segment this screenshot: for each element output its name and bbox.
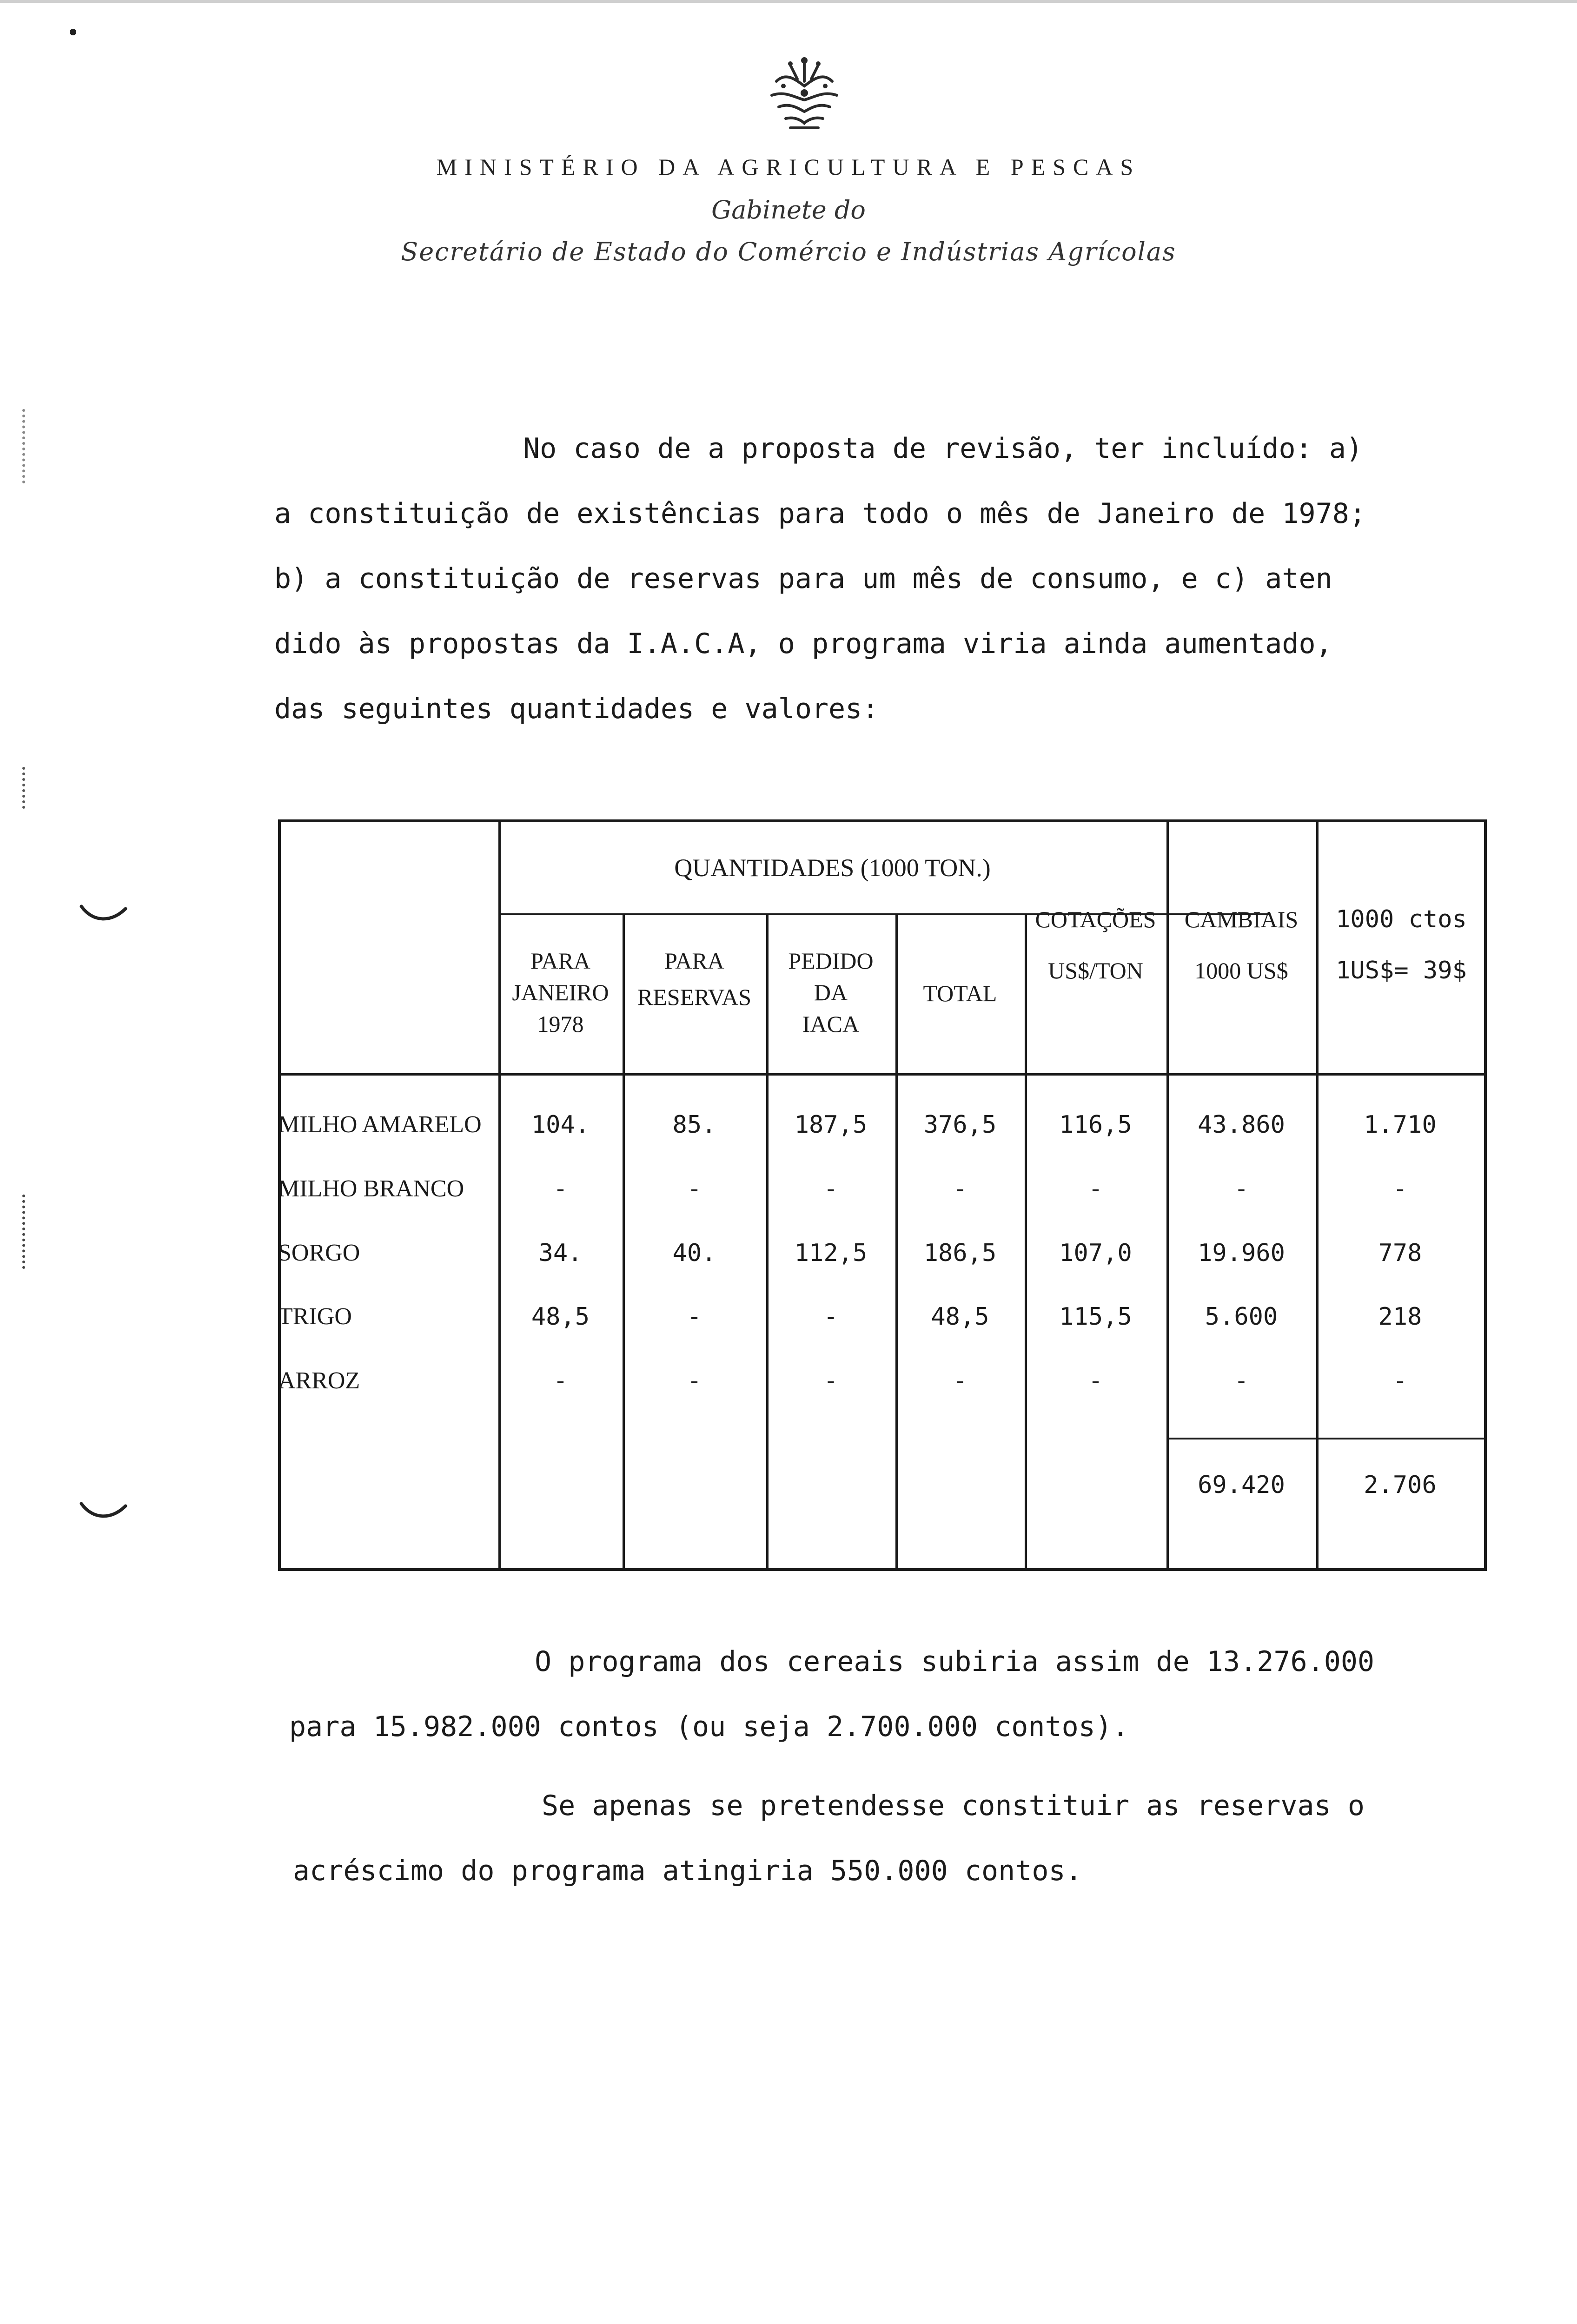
row-label: MILHO BRANCO <box>278 1175 464 1202</box>
secretary-line: Secretário de Estado do Comércio e Indústrias Agrícolas <box>401 237 1176 266</box>
header-para-janeiro: PARA JANEIRO 1978 <box>512 948 609 1037</box>
header-cotacoes: COTAÇÕES US$/TON <box>1035 906 1156 984</box>
cell-ctos: 778 <box>1378 1239 1422 1267</box>
cell-cambiais: 19.960 <box>1198 1239 1285 1267</box>
cell-total: 48,5 <box>931 1303 989 1331</box>
cell-cotacoes: 116,5 <box>1059 1111 1132 1139</box>
table-row <box>278 1303 1487 1368</box>
cell-para-reservas: 85. <box>672 1111 716 1139</box>
table-row <box>278 1239 1487 1304</box>
cell-total: 186,5 <box>923 1239 997 1267</box>
closing-line-1: O programa dos cereais subiria assim de 13.276.000 <box>535 1645 1375 1678</box>
row-label: ARROZ <box>278 1367 360 1394</box>
header-para-reservas: PARA RESERVAS <box>637 948 752 1010</box>
top-edge-line <box>0 0 1577 3</box>
quantities-group-header: QUANTIDADES (1000 TON.) <box>674 854 991 882</box>
cell-total: - <box>953 1367 967 1395</box>
cell-ctos: - <box>1392 1367 1408 1395</box>
header-total: TOTAL <box>923 980 997 1006</box>
ministry-title: MINISTÉRIO DA AGRICULTURA E PESCAS <box>436 154 1141 180</box>
cell-para-janeiro: - <box>553 1175 568 1203</box>
cell-pedido-iaca: - <box>823 1175 838 1203</box>
cell-cambiais: 5.600 <box>1205 1303 1278 1331</box>
ink-speck <box>70 29 76 35</box>
table-row <box>278 1111 1487 1176</box>
closing-line-2: para 15.982.000 contos (ou seja 2.700.000 contos). <box>289 1710 1129 1743</box>
cell-cambiais: - <box>1234 1175 1249 1203</box>
cell-cambiais: 43.860 <box>1198 1111 1285 1139</box>
cell-para-reservas: - <box>687 1175 702 1203</box>
cell-ctos: - <box>1392 1175 1408 1203</box>
cell-pedido-iaca: 187,5 <box>794 1111 868 1139</box>
cabinet-line: Gabinete do <box>711 195 866 224</box>
punch-hole-mark <box>79 1499 130 1527</box>
coat-of-arms-emblem <box>758 53 851 132</box>
intro-line-1: No caso de a proposta de revisão, ter incluído: a) <box>523 432 1363 465</box>
cell-pedido-iaca: - <box>823 1303 838 1331</box>
intro-line-5: das seguintes quantidades e valores: <box>274 693 879 725</box>
cell-pedido-iaca: 112,5 <box>794 1239 868 1267</box>
closing-line-4: acréscimo do programa atingiria 550.000 contos. <box>293 1855 1082 1887</box>
row-label: TRIGO <box>278 1303 352 1330</box>
cell-para-janeiro: 34. <box>538 1239 583 1267</box>
cell-cotacoes: 107,0 <box>1059 1239 1132 1267</box>
margin-dots <box>22 767 28 809</box>
cell-para-janeiro: 104. <box>531 1111 590 1139</box>
header-pedido-iaca: PEDIDO DA IACA <box>788 948 874 1037</box>
cell-ctos: 218 <box>1378 1303 1422 1331</box>
cell-cotacoes: - <box>1088 1367 1103 1395</box>
cell-cambiais: - <box>1234 1367 1249 1395</box>
cell-para-reservas: - <box>687 1367 702 1395</box>
cell-pedido-iaca: - <box>823 1367 838 1395</box>
punch-hole-mark <box>79 902 130 930</box>
total-cambiais: 69.420 <box>1198 1471 1285 1499</box>
cell-para-janeiro: 48,5 <box>531 1303 590 1331</box>
intro-line-4: dido às propostas da I.A.C.A, o programa viria ainda aumentado, <box>274 627 1332 660</box>
margin-dots <box>22 409 28 483</box>
cell-cotacoes: 115,5 <box>1059 1303 1132 1331</box>
cell-total: - <box>953 1175 967 1203</box>
margin-dots <box>22 1195 28 1269</box>
table-row <box>278 1367 1487 1432</box>
closing-line-3: Se apenas se pretendesse constituir as reservas o <box>542 1789 1365 1822</box>
intro-line-3: b) a constituição de reservas para um mês de consumo, e c) aten <box>274 562 1332 595</box>
row-label: MILHO AMARELO <box>278 1111 482 1138</box>
cell-total: 376,5 <box>923 1111 997 1139</box>
header-ctos: 1000 ctos 1US$= 39$ <box>1336 905 1467 984</box>
cell-para-reservas: - <box>687 1303 702 1331</box>
row-label: SORGO <box>278 1240 360 1266</box>
cell-ctos: 1.710 <box>1364 1111 1437 1139</box>
intro-line-2: a constituição de existências para todo o mês de Janeiro de 1978; <box>274 497 1366 530</box>
total-ctos: 2.706 <box>1364 1471 1437 1499</box>
cell-para-reservas: 40. <box>672 1239 716 1267</box>
cell-para-janeiro: - <box>553 1367 568 1395</box>
header-cambiais: CAMBIAIS 1000 US$ <box>1184 906 1299 984</box>
cell-cotacoes: - <box>1088 1175 1103 1203</box>
table-row <box>278 1175 1487 1240</box>
